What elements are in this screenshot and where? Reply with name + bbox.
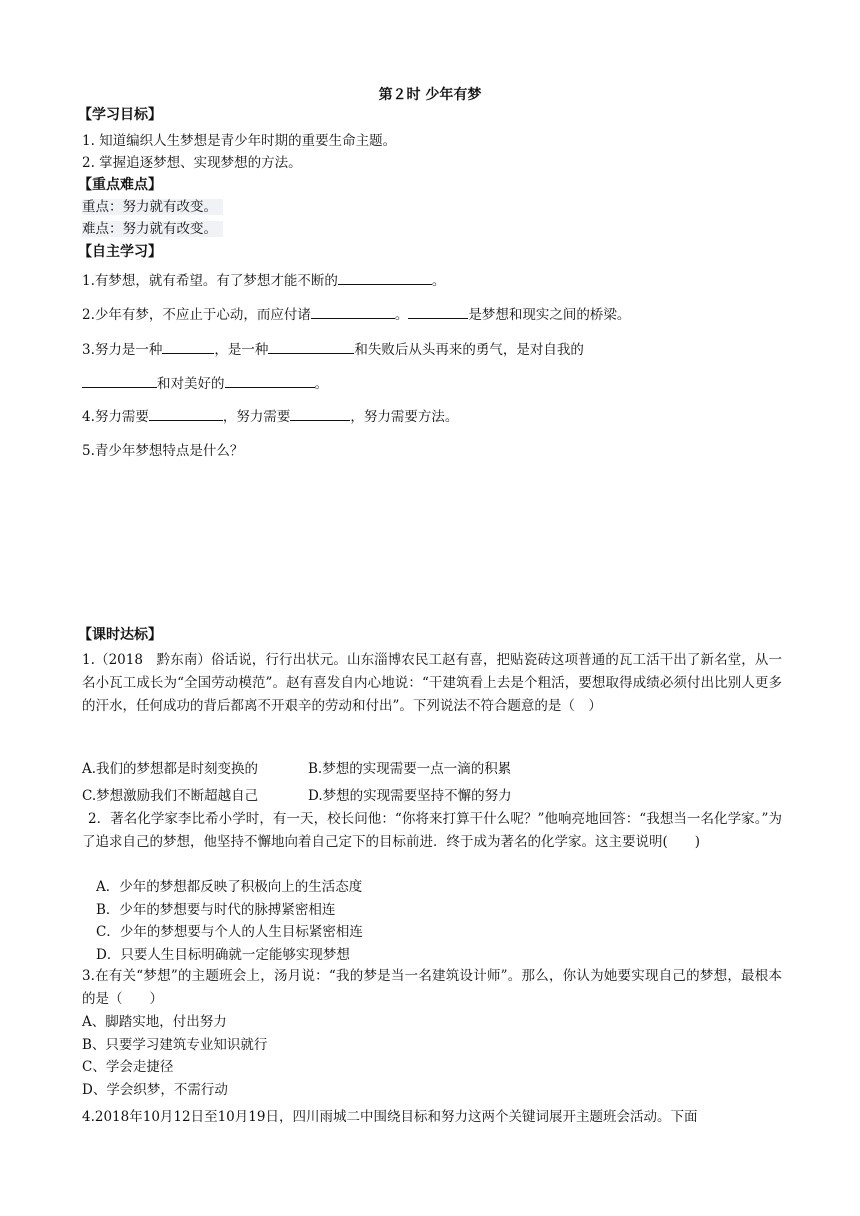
page-title: 第２时 少年有梦 xyxy=(378,87,482,103)
practice-q3-option-b: B、只要学习建筑专业知识就行 xyxy=(82,1037,268,1053)
key-point-focus: 重点：努力就有改变。 xyxy=(82,199,223,215)
practice-q1-option-a: A.我们的梦想都是时刻变换的 xyxy=(82,761,259,777)
section-heading-practice: 【课时达标】 xyxy=(78,627,162,643)
practice-q3-option-a: A、脚踏实地，付出努力 xyxy=(82,1014,227,1030)
section-heading-self-study: 【自主学习】 xyxy=(78,244,162,260)
practice-q3-option-d: D、学会织梦，不需行动 xyxy=(82,1082,228,1098)
practice-q1-option-b: B.梦想的实现需要一点一滴的积累 xyxy=(308,761,512,777)
practice-q3-option-c: C、学会走捷径 xyxy=(82,1059,174,1075)
goal-item: 2. 掌握追逐梦想、实现梦想的方法。 xyxy=(82,155,302,171)
fill-blank[interactable] xyxy=(149,408,223,421)
practice-q1-option-c: C.梦想激励我们不断超越自己 xyxy=(82,788,259,804)
practice-q2-option-d: D．只要人生目标明确就一定能够实现梦想 xyxy=(96,947,350,963)
self-study-question-5: 5.青少年梦想特点是什么？ xyxy=(82,443,244,459)
fill-blank[interactable] xyxy=(311,306,395,319)
practice-q1-option-d: D.梦想的实现需要坚持不懈的努力 xyxy=(308,788,512,804)
fill-blank[interactable] xyxy=(290,408,350,421)
practice-question-1-stem: 1.（2018 黔东南）俗话说，行行出状元。山东淄博农民工赵有喜，把贴瓷砖这项普通的瓦工活干出了新名堂，从一名小瓦工成长为“全国劳动模范”。赵有喜发自内心地说：“干建筑看上去是个粗活，要想取得成绩必须付出比别人更多的汗水，任何成功的背后都离不开艰辛的劳动和付出”。下列说法不符合题意的是（ ） xyxy=(82,652,782,714)
self-study-question-3-cont: 和对美好的 。 xyxy=(82,375,328,393)
fill-blank[interactable] xyxy=(268,341,354,354)
practice-question-4-stem: 4.2018年10月12日至10月19日，四川雨城二中围绕目标和努力这两个关键词展开主题班会活动。下面 xyxy=(82,1109,698,1125)
self-study-question-2: 2.少年有梦，不应止于心动，而应付诸 。 是梦想和现实之间的桥梁。 xyxy=(82,307,631,323)
practice-question-3-stem: 3.在有关“梦想”的主题班会上，汤月说：“我的梦是当一名建筑设计师”。那么，你认为她要实现自己的梦想，最根本的是（ ） xyxy=(82,968,782,1007)
fill-blank[interactable] xyxy=(162,341,214,354)
goal-item: 1. 知道编织人生梦想是青少年时期的重要生命主题。 xyxy=(82,133,397,149)
fill-blank[interactable] xyxy=(408,306,468,319)
practice-q2-option-b: B．少年的梦想要与时代的脉搏紧密相连 xyxy=(96,902,336,918)
self-study-question-4: 4.努力需要 ，努力需要 ，努力需要方法。 xyxy=(82,409,459,425)
practice-q2-option-a: A．少年的梦想都反映了积极向上的生活态度 xyxy=(96,879,363,895)
fill-blank[interactable] xyxy=(82,375,157,388)
practice-question-2-stem: 2．著名化学家李比希小学时，有一天，校长问他：“你将来打算干什么呢？”他响亮地回答：“我想当一名化学家。”为了追求自己的梦想，他坚持不懈地向着自己定下的目标前进．终于成为著名的化学家。这主要说明( ) xyxy=(82,811,782,850)
self-study-question-1: 1.有梦想，就有希望。有了梦想才能不断的 。 xyxy=(82,273,446,289)
self-study-question-3: 3.努力是一种 ，是一种 和失败后从头再来的勇气，是对自我的 xyxy=(82,342,584,358)
practice-q2-option-c: C．少年的梦想要与个人的人生目标紧密相连 xyxy=(96,924,363,940)
key-point-difficulty: 难点：努力就有改变。 xyxy=(82,221,223,237)
section-heading-key-points: 【重点难点】 xyxy=(78,177,162,193)
fill-blank[interactable] xyxy=(338,272,432,285)
fill-blank[interactable] xyxy=(225,375,315,388)
section-heading-goals: 【学习目标】 xyxy=(78,107,162,123)
